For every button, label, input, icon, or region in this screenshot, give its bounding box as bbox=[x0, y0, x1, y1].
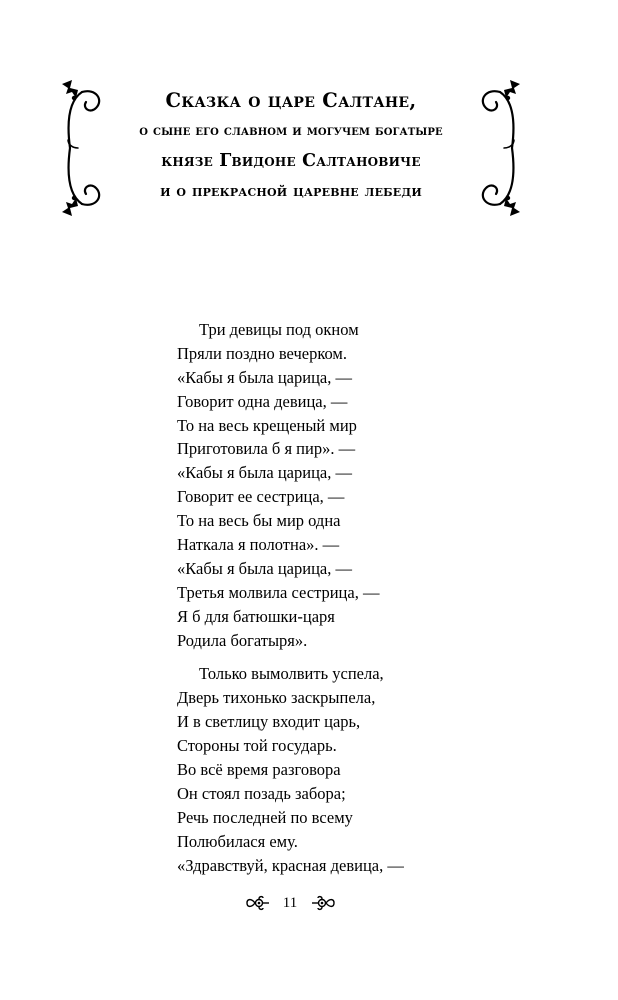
verse-line: То на весь крещеный мир bbox=[177, 415, 357, 435]
verse-line: Три девицы под окном bbox=[199, 320, 359, 339]
verse-line: И в светлицу входит царь, bbox=[177, 712, 361, 732]
verse-line: Пряли поздно вечерком. bbox=[177, 343, 348, 363]
verse-line: Он стоял позадь забора; bbox=[177, 783, 346, 803]
verse-line: Полюбилася ему. bbox=[177, 831, 298, 851]
verse-line: Я б для батюшки-царя bbox=[177, 606, 335, 626]
verse-line: Только вымолвить успела, bbox=[199, 664, 384, 684]
title-line: князе Гвидоне Салтановиче bbox=[161, 151, 421, 171]
verse-line: То на весь бы мир одна bbox=[177, 511, 341, 531]
verse-line: Приготовила б я пир». — bbox=[177, 439, 356, 459]
floral-ornament-icon bbox=[310, 895, 336, 911]
title-line: Сказка о царе Салтане, bbox=[165, 89, 417, 112]
verse-line: Говорит ее сестрица, — bbox=[177, 487, 345, 507]
floral-ornament-icon bbox=[245, 895, 271, 911]
title-line: о сыне его славном и могучем богатыре bbox=[139, 123, 443, 139]
verse-line: «Кабы я была царица, — bbox=[177, 463, 352, 483]
verse-line: Наткала я полотна». — bbox=[177, 535, 340, 555]
verse-line: Во всё время разговора bbox=[177, 760, 341, 780]
stanza bbox=[177, 662, 497, 877]
verse-line: Речь последней по всему bbox=[177, 807, 353, 827]
verse-line: Говорит одна девица, — bbox=[177, 391, 348, 411]
verse-line: «Кабы я была царица, — bbox=[177, 558, 352, 578]
verse-line: «Кабы я была царица, — bbox=[177, 367, 352, 387]
poem-text bbox=[177, 318, 497, 877]
page-footer bbox=[0, 893, 618, 917]
stanza bbox=[177, 318, 497, 652]
title-block bbox=[52, 78, 530, 218]
verse-line: Третья молвила сестрица, — bbox=[177, 582, 380, 602]
verse-line: Родила богатыря». bbox=[177, 630, 308, 650]
title-line: и о прекрасной царевне лебеди bbox=[160, 181, 422, 200]
page-number: 11 bbox=[282, 895, 298, 911]
chapter-title bbox=[88, 86, 494, 206]
verse-line: Стороны той государь. bbox=[177, 736, 337, 756]
verse-line: Дверь тихонько заскрыпела, bbox=[177, 688, 376, 708]
verse-line: «Здравствуй, красная девица, — bbox=[177, 855, 404, 875]
